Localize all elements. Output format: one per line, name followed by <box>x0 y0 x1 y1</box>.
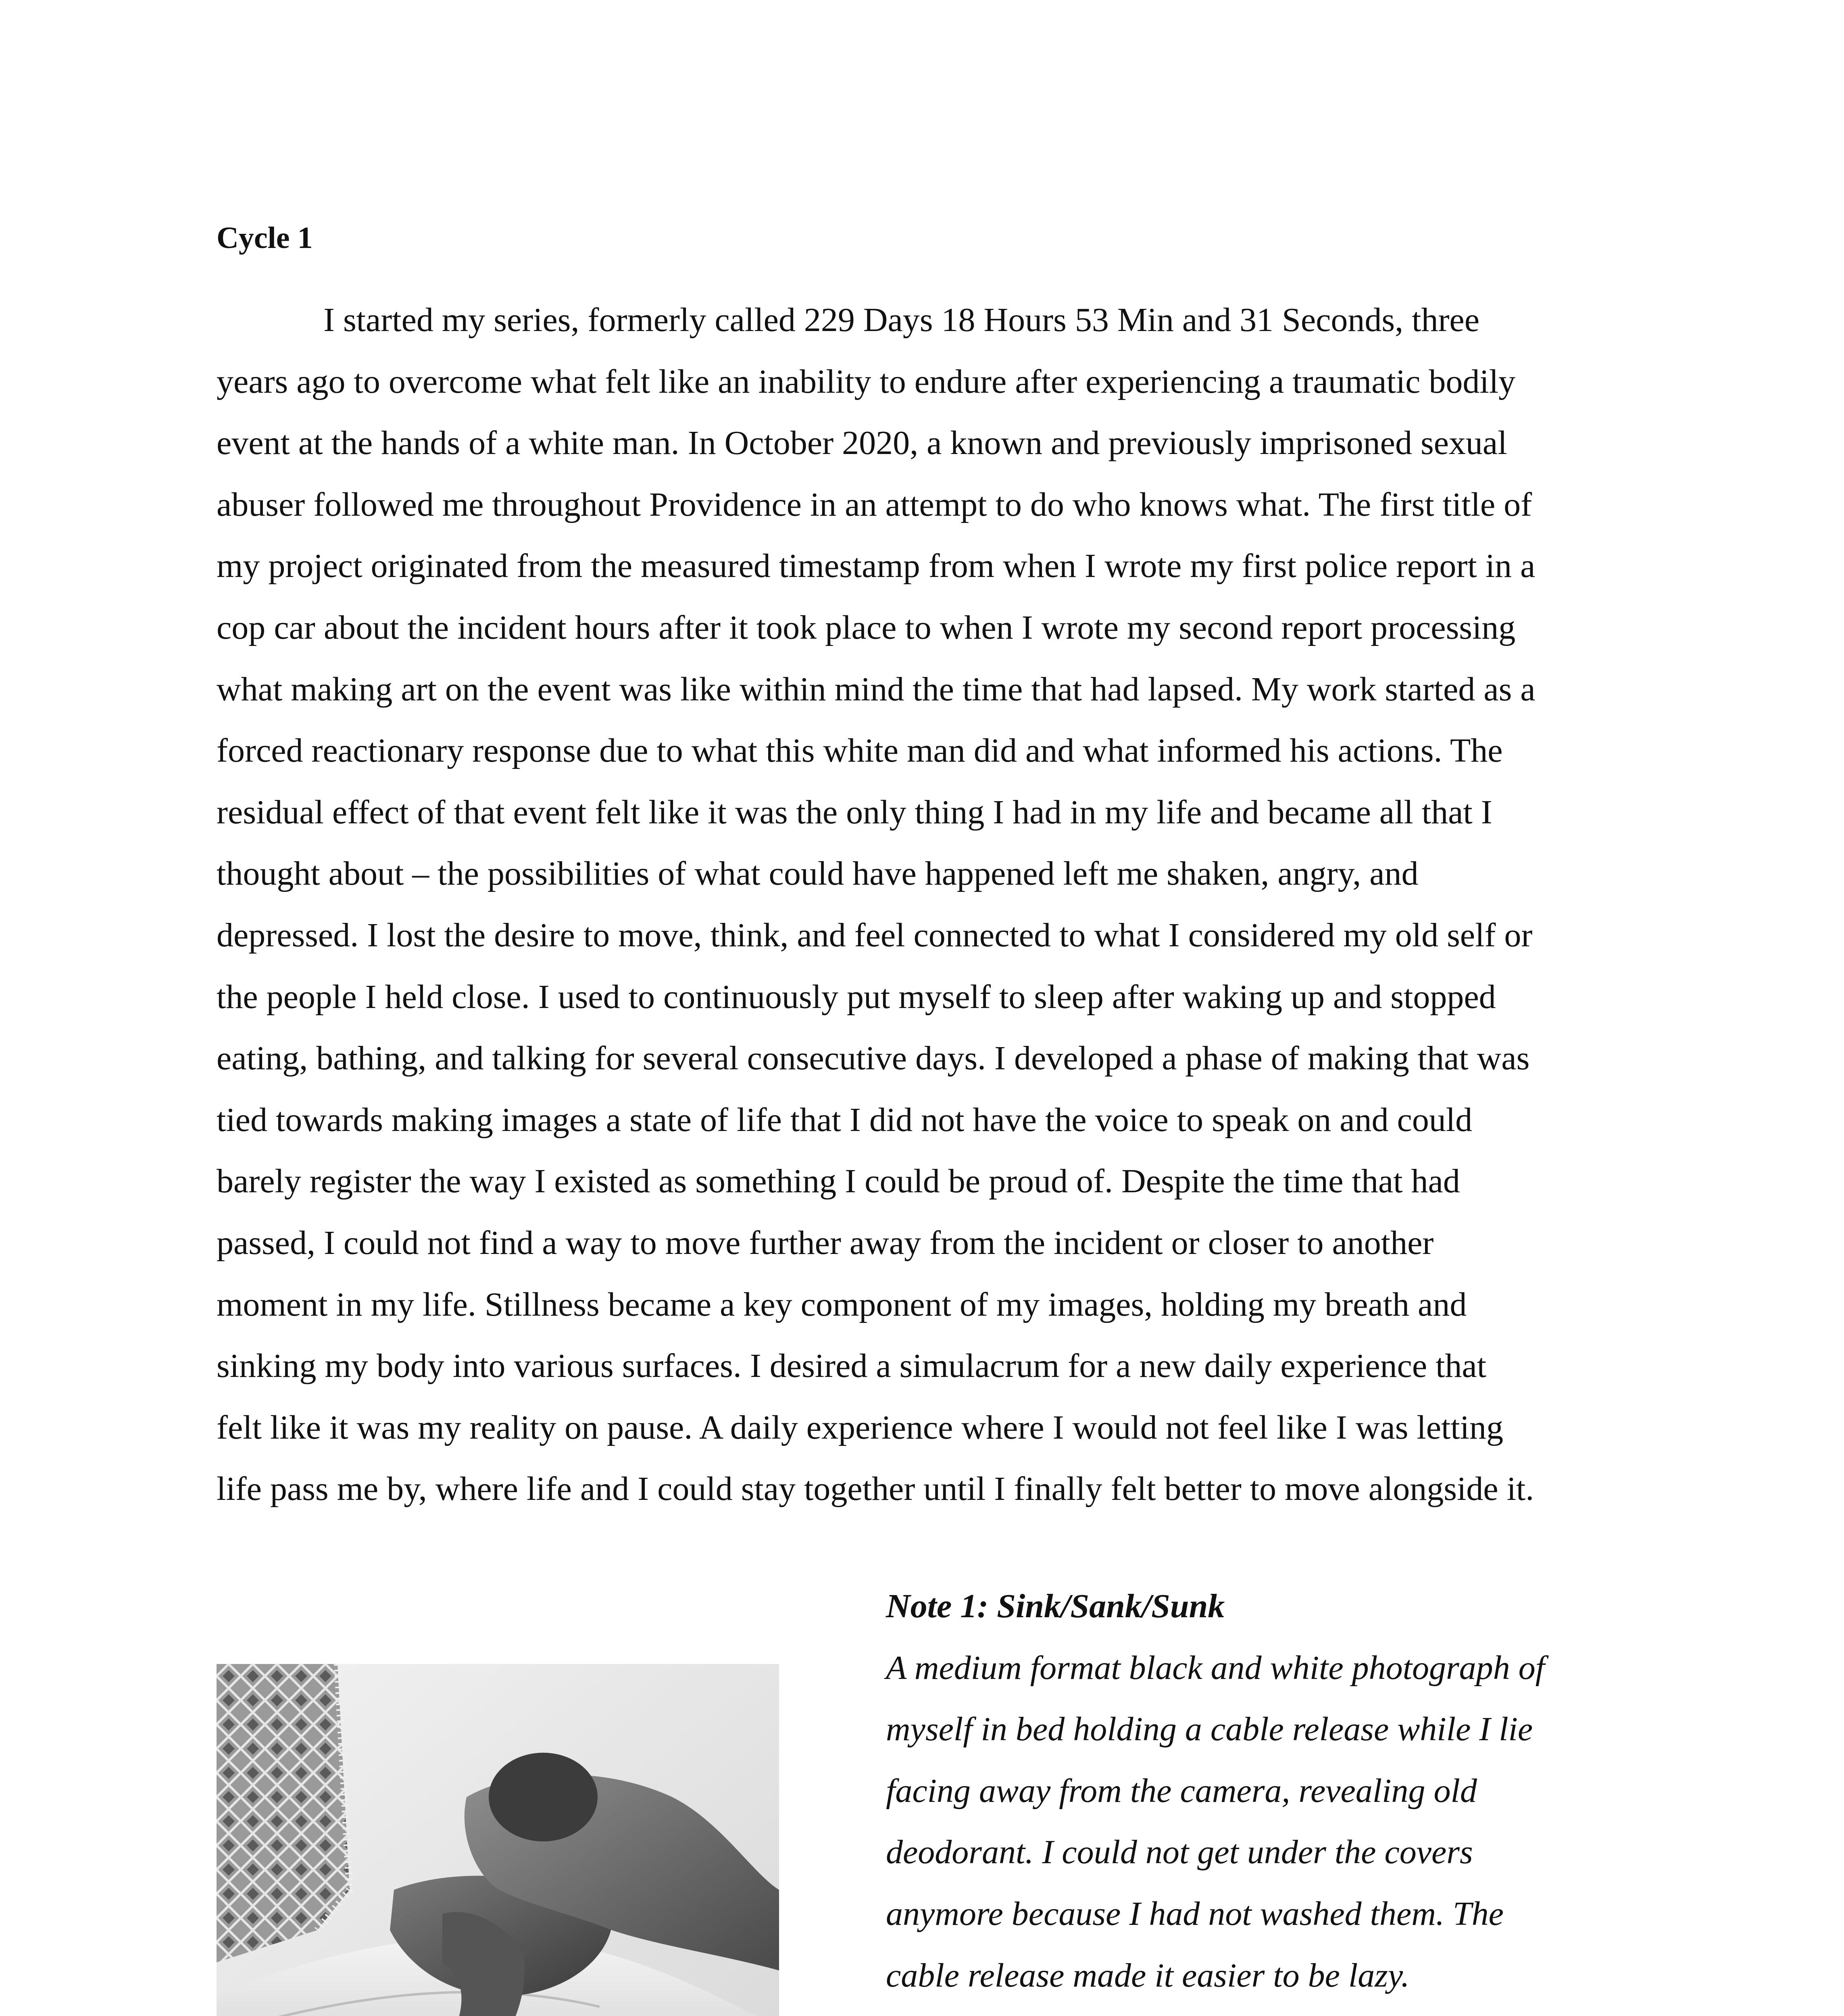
photo-note <box>886 1576 1652 2016</box>
paragraph-line: cop car about the incident hours after it took place to when I wrote my second report processing <box>217 608 1516 646</box>
paragraph-line: I started my series, formerly called 229 Days 18 Hours 53 Min and 31 Seconds, three <box>323 301 1479 339</box>
body-paragraph <box>217 289 1640 1520</box>
paragraph-line: moment in my life. Stillness became a key component of my images, holding my breath and <box>217 1285 1467 1323</box>
paragraph-line: life pass me by, where life and I could stay together until I finally felt better to move alongside it. <box>217 1470 1534 1508</box>
figure-head <box>489 1753 598 1841</box>
note-line: cable release made it easier to be lazy. <box>886 1956 1410 1994</box>
section-heading: Cycle 1 <box>217 221 313 255</box>
bed-photograph <box>217 1664 779 2016</box>
paragraph-line: my project originated from the measured timestamp from when I wrote my first police report in a <box>217 547 1536 585</box>
paragraph-line: event at the hands of a white man. In October 2020, a known and previously imprisoned sexual <box>217 424 1507 462</box>
note-title: Note 1: Sink/Sank/Sunk <box>886 1587 1225 1625</box>
note-line: A medium format black and white photograph of <box>886 1649 1545 1687</box>
note-line: myself in bed holding a cable release while I lie <box>886 1710 1533 1748</box>
paragraph-line: depressed. I lost the desire to move, think, and feel connected to what I considered my old self or <box>217 916 1533 954</box>
paragraph-line: forced reactionary response due to what this white man did and what informed his actions. The <box>217 732 1503 770</box>
note-line: facing away from the camera, revealing old <box>886 1772 1477 1810</box>
paragraph-line: abuser followed me throughout Providence in an attempt to do who knows what. The first title of <box>217 485 1532 523</box>
note-line: deodorant. I could not get under the covers <box>886 1833 1473 1871</box>
paragraph-line: passed, I could not find a way to move further away from the incident or closer to another <box>217 1224 1434 1262</box>
paragraph-line: what making art on the event was like within mind the time that had lapsed. My work started as a <box>217 670 1536 708</box>
paragraph-line: barely register the way I existed as something I could be proud of. Despite the time that had <box>217 1162 1460 1200</box>
note-line <box>886 2006 1652 2016</box>
paragraph-line: sinking my body into various surfaces. I desired a simulacrum for a new daily experience that <box>217 1347 1487 1385</box>
photograph-illustration <box>217 1664 779 2016</box>
paragraph-line: residual effect of that event felt like it was the only thing I had in my life and became all that I <box>217 793 1492 831</box>
paragraph-line: tied towards making images a state of life that I did not have the voice to speak on and could <box>217 1101 1473 1139</box>
note-line: anymore because I had not washed them. The <box>886 1895 1504 1933</box>
paragraph-line: years ago to overcome what felt like an inability to endure after experiencing a traumatic bodily <box>217 362 1516 400</box>
paragraph-line: thought about – the possibilities of what could have happened left me shaken, angry, and <box>217 855 1419 893</box>
paragraph-line: felt like it was my reality on pause. A daily experience where I would not feel like I was letting <box>217 1408 1504 1446</box>
paragraph-line: the people I held close. I used to continuously put myself to sleep after waking up and stopped <box>217 978 1496 1016</box>
paragraph-line: eating, bathing, and talking for several consecutive days. I developed a phase of making that was <box>217 1039 1530 1077</box>
